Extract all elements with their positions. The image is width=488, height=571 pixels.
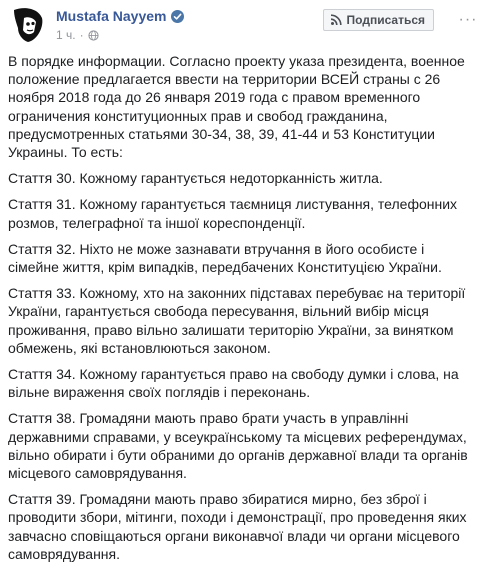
post-paragraph: Стаття 31. Кожному гарантується таємниця листування, телефонних розмов, телеграфної та іншої кореспонденції. <box>8 196 458 231</box>
avatar[interactable] <box>8 4 48 44</box>
post-paragraph: В порядке информации. Согласно проекту указа президента, военное положение предлагается ввести на территории ВСЕЙ страны с 26 ноября 2018 года до 26 января 2019 года с правом временного ограничения конституционных прав и свобод гражданина, предусмотренных статьями 30-34, 38, 39, 41-44 и 53 Конституции Украины. То есть: <box>8 53 465 161</box>
post-paragraph: Стаття 30. Кожному гарантується недоторканність житла. <box>8 170 383 187</box>
post-paragraph: Стаття 34. Кожному гарантується право на свободу думки і слова, на вільне вираження своїх поглядів і переконань. <box>8 366 459 401</box>
verified-badge-icon <box>171 10 184 23</box>
post-body <box>8 52 478 571</box>
post-paragraph: Стаття 38. Громадяни мають право брати участь в управлінні державними справами, у всеукраїнському та місцевих референдумах, вільно обирати і бути обраними до органів державної влади та органів місцевого самоврядування. <box>8 410 468 482</box>
post-paragraph: Стаття 32. Ніхто не може зазнавати втручання в його особисте і сімейне життя, крім випадків, передбачених Конституцією України. <box>8 240 442 276</box>
post-paragraph: Стаття 33. Кожному, хто на законних підставах перебуває на території України, гарантується свобода пересування, вільний вибір місця проживання, право вільно залишати територію України, за винятком обмежень, які встановлюються законом. <box>8 285 466 356</box>
author-name-link[interactable]: Mustafa Nayyem <box>56 8 167 24</box>
avatar-portrait-icon <box>8 4 48 44</box>
post-timestamp-link[interactable]: 1 ч. <box>56 28 76 42</box>
post-author-row <box>56 8 184 24</box>
post-paragraph: Стаття 39. Громадяни мають право збиратися мирно, без зброї і проводити збори, мітинги, походи і демонстрації, про проведення яких завчасно сповіщаються органи виконавчої влади чи органи місцевого самоврядування. <box>8 491 467 562</box>
subscribe-label: Подписаться <box>346 13 425 27</box>
post-meta: 1 ч. · <box>56 28 99 42</box>
more-options-icon[interactable]: ··· <box>458 11 478 28</box>
globe-icon[interactable] <box>88 30 99 41</box>
subscribe-button[interactable] <box>323 9 434 31</box>
post-header <box>0 0 488 48</box>
rss-icon <box>330 14 342 26</box>
